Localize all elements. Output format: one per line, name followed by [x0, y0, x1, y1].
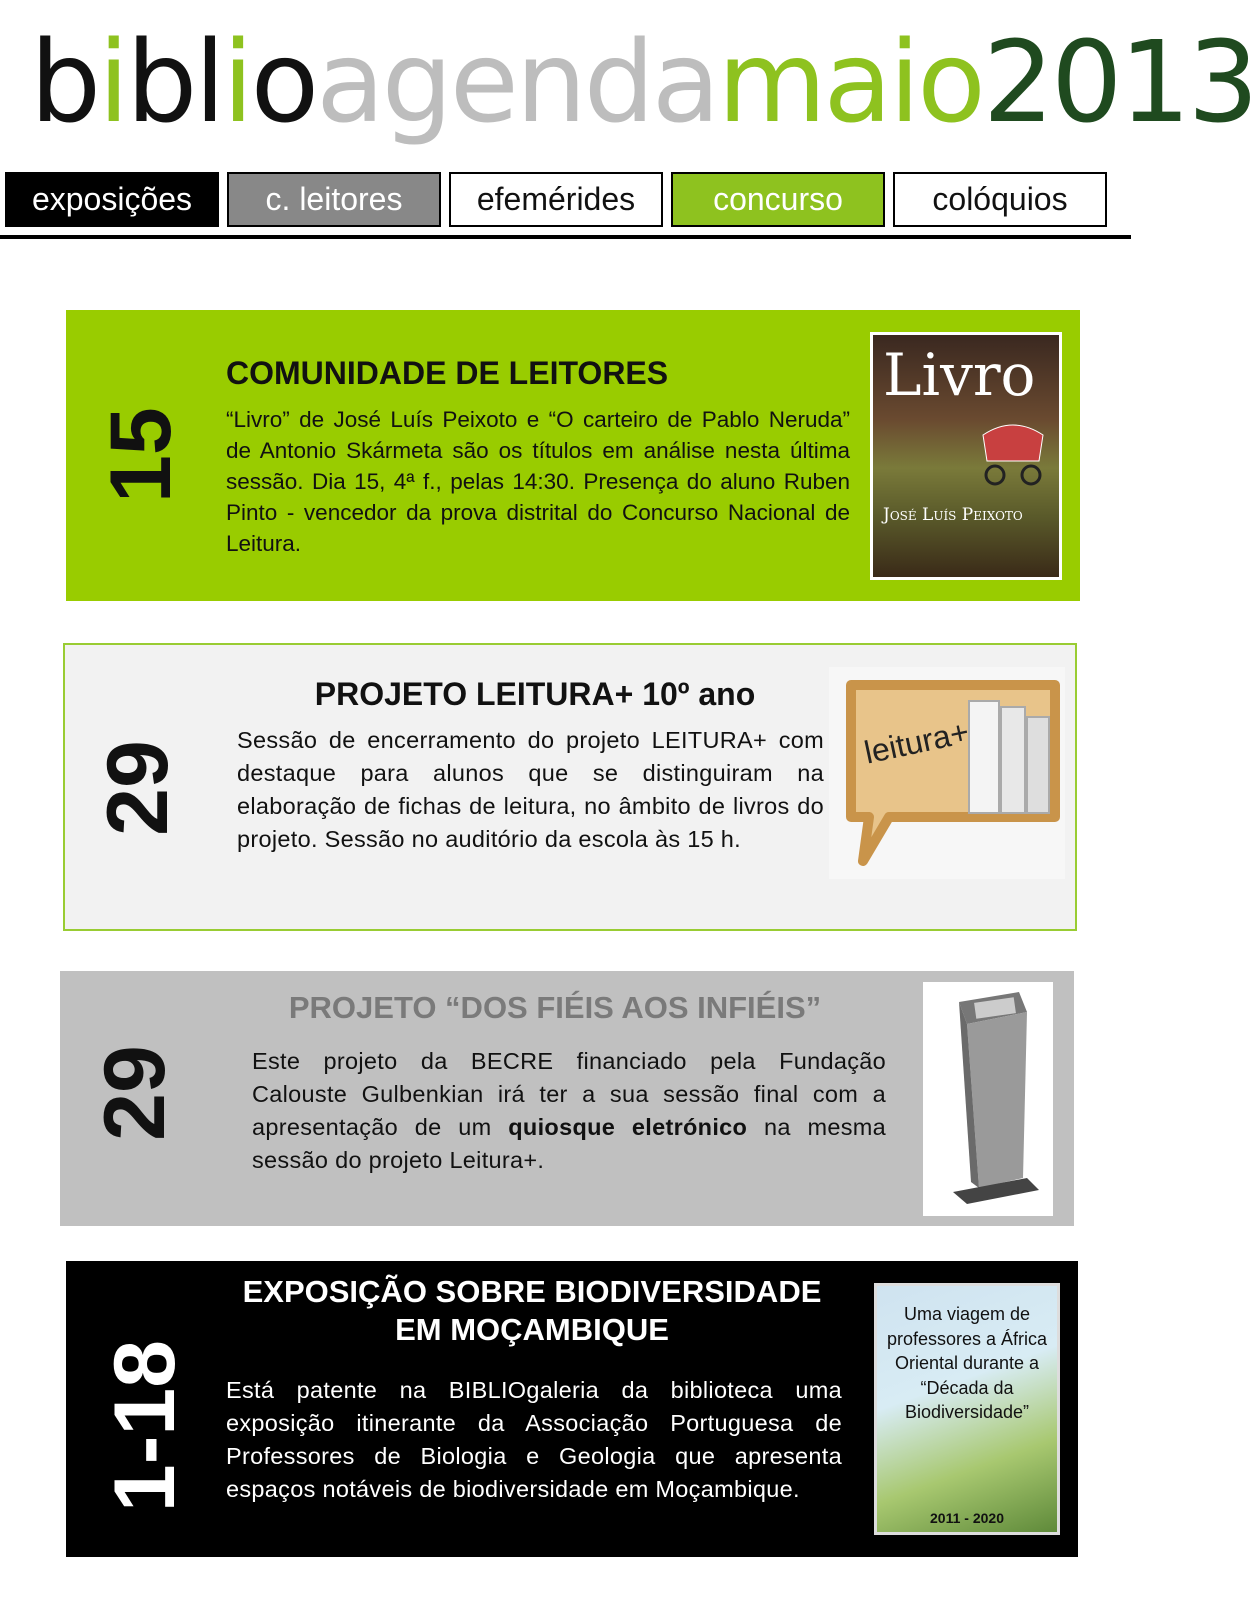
masthead-part: 2013	[982, 18, 1256, 148]
exhibition-poster	[874, 1283, 1060, 1535]
masthead-part: o	[250, 18, 317, 148]
masthead-part: maio	[717, 18, 983, 148]
tab-c-leitores[interactable]: c. leitores	[227, 172, 441, 227]
event-card-biodiversidade	[66, 1261, 1078, 1557]
pram-icon	[973, 415, 1053, 495]
book-cover-title: Livro	[883, 341, 1036, 409]
masthead-part: i	[98, 18, 127, 148]
kiosk-image	[923, 982, 1053, 1216]
masthead-part: i	[222, 18, 251, 148]
leitura-logo-text: leitura+	[861, 713, 973, 771]
masthead-title	[30, 18, 1256, 148]
event-card-projeto-leitura	[63, 643, 1077, 931]
poster-caption: Uma viagem de professores a África Oriental durante a “Década da Biodiversidade”	[886, 1304, 1048, 1422]
poster-years: 2011 - 2020	[930, 1510, 1004, 1526]
event-date: 15	[93, 407, 189, 503]
masthead-part: bl	[126, 18, 223, 148]
event-body: “Livro” de José Luís Peixoto e “O carteiro de Pablo Neruda” de Antonio Skármeta são os títulos em análise nesta última sessão. Dia 15, 4ª f., pelas 14:30. Presença do aluno Ruben Pinto - vencedor da prova distrital do Concurso Nacional de Leitura.	[226, 407, 850, 556]
event-title: PROJETO LEITURA+ 10º ano	[314, 676, 756, 712]
event-body: Está patente na BIBLIOgaleria da biblioteca uma exposição itinerante da Associação Portuguesa de Professores de Biologia e Geologia que apresenta espaços notáveis de biodiversidade em Moçambique.	[226, 1377, 842, 1502]
event-body: Sessão de encerramento do projeto LEITURA+ com destaque para alunos que se distinguiram na elaboração de fichas de leitura, no âmbito de livros do projeto. Sessão no auditório da escola às 15 h.	[237, 727, 824, 852]
event-card-comunidade-leitores	[66, 310, 1080, 601]
event-title: PROJETO “DOS FIÉIS AOS INFIÉIS”	[288, 990, 822, 1025]
leitura-logo-image	[829, 667, 1065, 879]
bookshelf-icon	[829, 667, 1065, 879]
event-body	[252, 1045, 886, 1177]
header-divider	[0, 235, 1131, 239]
event-body-text: Este projeto da BECRE financiado pela Fundação Calouste Gulbenkian irá ter a sua sessão final com a apresentação de um	[252, 1048, 886, 1140]
kiosk-icon	[923, 982, 1053, 1216]
event-body-highlight: quiosque eletrónico	[508, 1114, 748, 1140]
tab-concurso[interactable]: concurso	[671, 172, 885, 227]
tab-exposicoes[interactable]: exposições	[5, 172, 219, 227]
event-date: 29	[90, 740, 186, 836]
event-date: 29	[87, 1045, 183, 1141]
book-cover-author: José Luís Peixoto	[883, 505, 1023, 525]
event-body-text: na mesma sessão do projeto Leitura+.	[252, 1114, 886, 1173]
event-card-fieis-infieis	[60, 971, 1074, 1226]
book-cover-livro	[870, 332, 1062, 580]
tab-coloquios[interactable]: colóquios	[893, 172, 1107, 227]
masthead-part: b	[30, 18, 99, 148]
section-tabs	[5, 172, 1126, 228]
event-date: 1-18	[97, 1339, 193, 1513]
tab-efemerides[interactable]: efemérides	[449, 172, 663, 227]
event-title: EXPOSIÇÃO SOBRE BIODIVERSIDADE EM MOÇAMBIQUE	[242, 1274, 822, 1347]
event-title: COMUNIDADE DE LEITORES	[226, 355, 669, 391]
masthead-part: agenda	[316, 18, 718, 148]
